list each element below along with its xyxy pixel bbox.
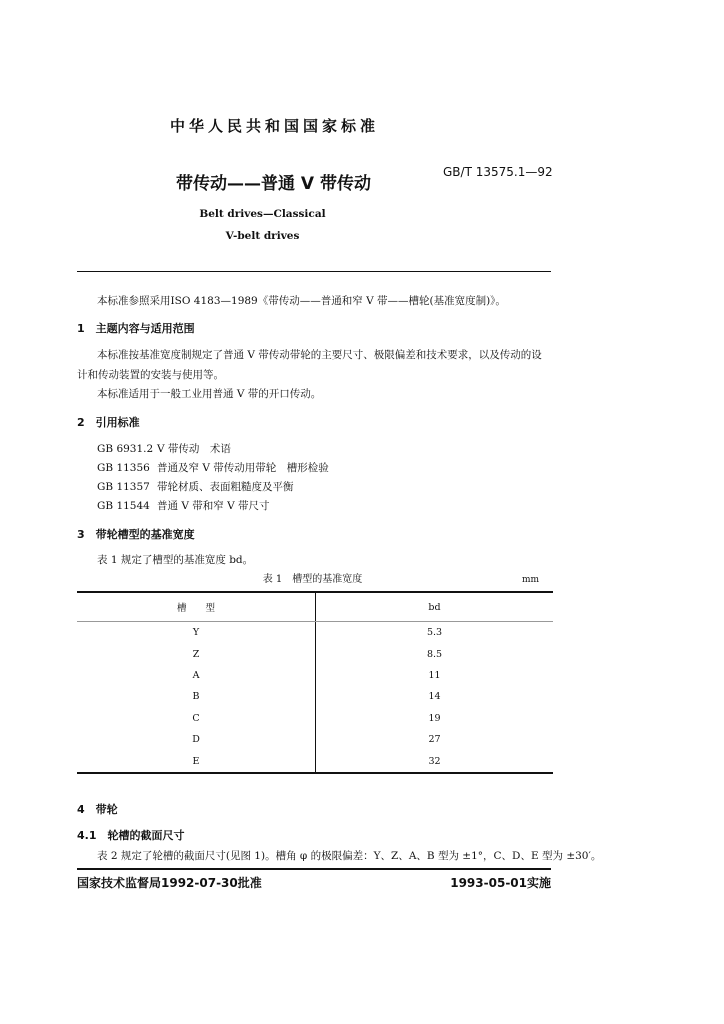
section-1-para-cont: 计和传动装置的安装与使用等。: [77, 369, 224, 381]
effective-date: 1993-05-01实施: [450, 876, 551, 890]
ref-item: GB 11356 普通及窄 V 带传动用带轮 槽形检验: [97, 462, 329, 474]
table-caption: 表 1 槽型的基准宽度: [262, 574, 363, 585]
type-cell: Y: [77, 622, 316, 644]
column-header: 槽 型: [77, 592, 316, 622]
ref-item: GB 11357 带轮材质、表面粗糙度及平衡: [97, 481, 294, 493]
header-rule: [77, 271, 551, 272]
intro-text: 本标准参照采用ISO 4183—1989《带传动——普通和窄 V 带——槽轮(基准宽度制)》。: [97, 295, 506, 307]
ref-item: GB 6931.2 V 带传动 术语: [97, 443, 231, 455]
table-row: [77, 643, 553, 664]
type-cell: D: [77, 729, 316, 750]
section-1-para: 本标准按基准宽度制规定了普通 V 带传动带轮的主要尺寸、极限偏差和技术要求，以及传动的设: [97, 349, 542, 361]
width-cell: 11: [428, 669, 441, 681]
title-en-2: V-belt drives: [225, 230, 300, 242]
table-row: [77, 729, 553, 750]
section-4-1-heading: 4.1 轮槽的截面尺寸: [77, 829, 185, 842]
type-cell: B: [77, 686, 316, 707]
section-1-para-2: 本标准适用于一般工业用普通 V 带的开口传动。: [97, 388, 322, 400]
type-cell: E: [77, 750, 316, 772]
section-2-heading: 2 引用标准: [77, 416, 140, 429]
table-row: [77, 708, 553, 729]
table-row: [77, 686, 553, 707]
footer-rule: [77, 868, 551, 870]
width-cell: 32: [428, 755, 441, 767]
issuer: 中华人民共和国国家标准: [170, 117, 380, 135]
section-3-para: 表 1 规定了槽型的基准宽度 bd。: [97, 554, 254, 566]
width-cell: 5.3: [426, 627, 443, 639]
section-4-heading: 4 带轮: [77, 803, 118, 816]
width-cell: 19: [428, 712, 441, 724]
table-row: [77, 622, 553, 644]
ref-item: GB 11544 普通 V 带和窄 V 带尺寸: [97, 500, 270, 512]
table-row: [77, 665, 553, 686]
type-cell: Z: [77, 643, 316, 664]
approval-date: 国家技术监督局1992-07-30批准: [77, 876, 262, 890]
width-cell: 14: [428, 691, 441, 703]
table-row: [77, 750, 553, 772]
standard-code: GB/T 13575.1—92: [443, 165, 553, 179]
section-1-heading: 1 主题内容与适用范围: [77, 322, 195, 335]
table-1: [77, 591, 553, 774]
width-cell: 8.5: [426, 648, 443, 660]
page-title: 带传动——普通 V 带传动: [176, 174, 371, 194]
title-en-1: Belt drives—Classical: [199, 208, 326, 220]
section-3-heading: 3 带轮槽型的基准宽度: [77, 528, 195, 541]
width-cell: 27: [428, 734, 441, 746]
table-unit: mm: [522, 575, 540, 585]
type-cell: C: [77, 708, 316, 729]
section-4-1-para: 表 2 规定了轮槽的截面尺寸(见图 1)。槽角 φ 的极限偏差：Y、Z、A、B 型为 ±1°，C、D、E 型为 ±30′。: [97, 850, 602, 862]
column-header: bd: [316, 592, 554, 622]
type-cell: A: [77, 665, 316, 686]
